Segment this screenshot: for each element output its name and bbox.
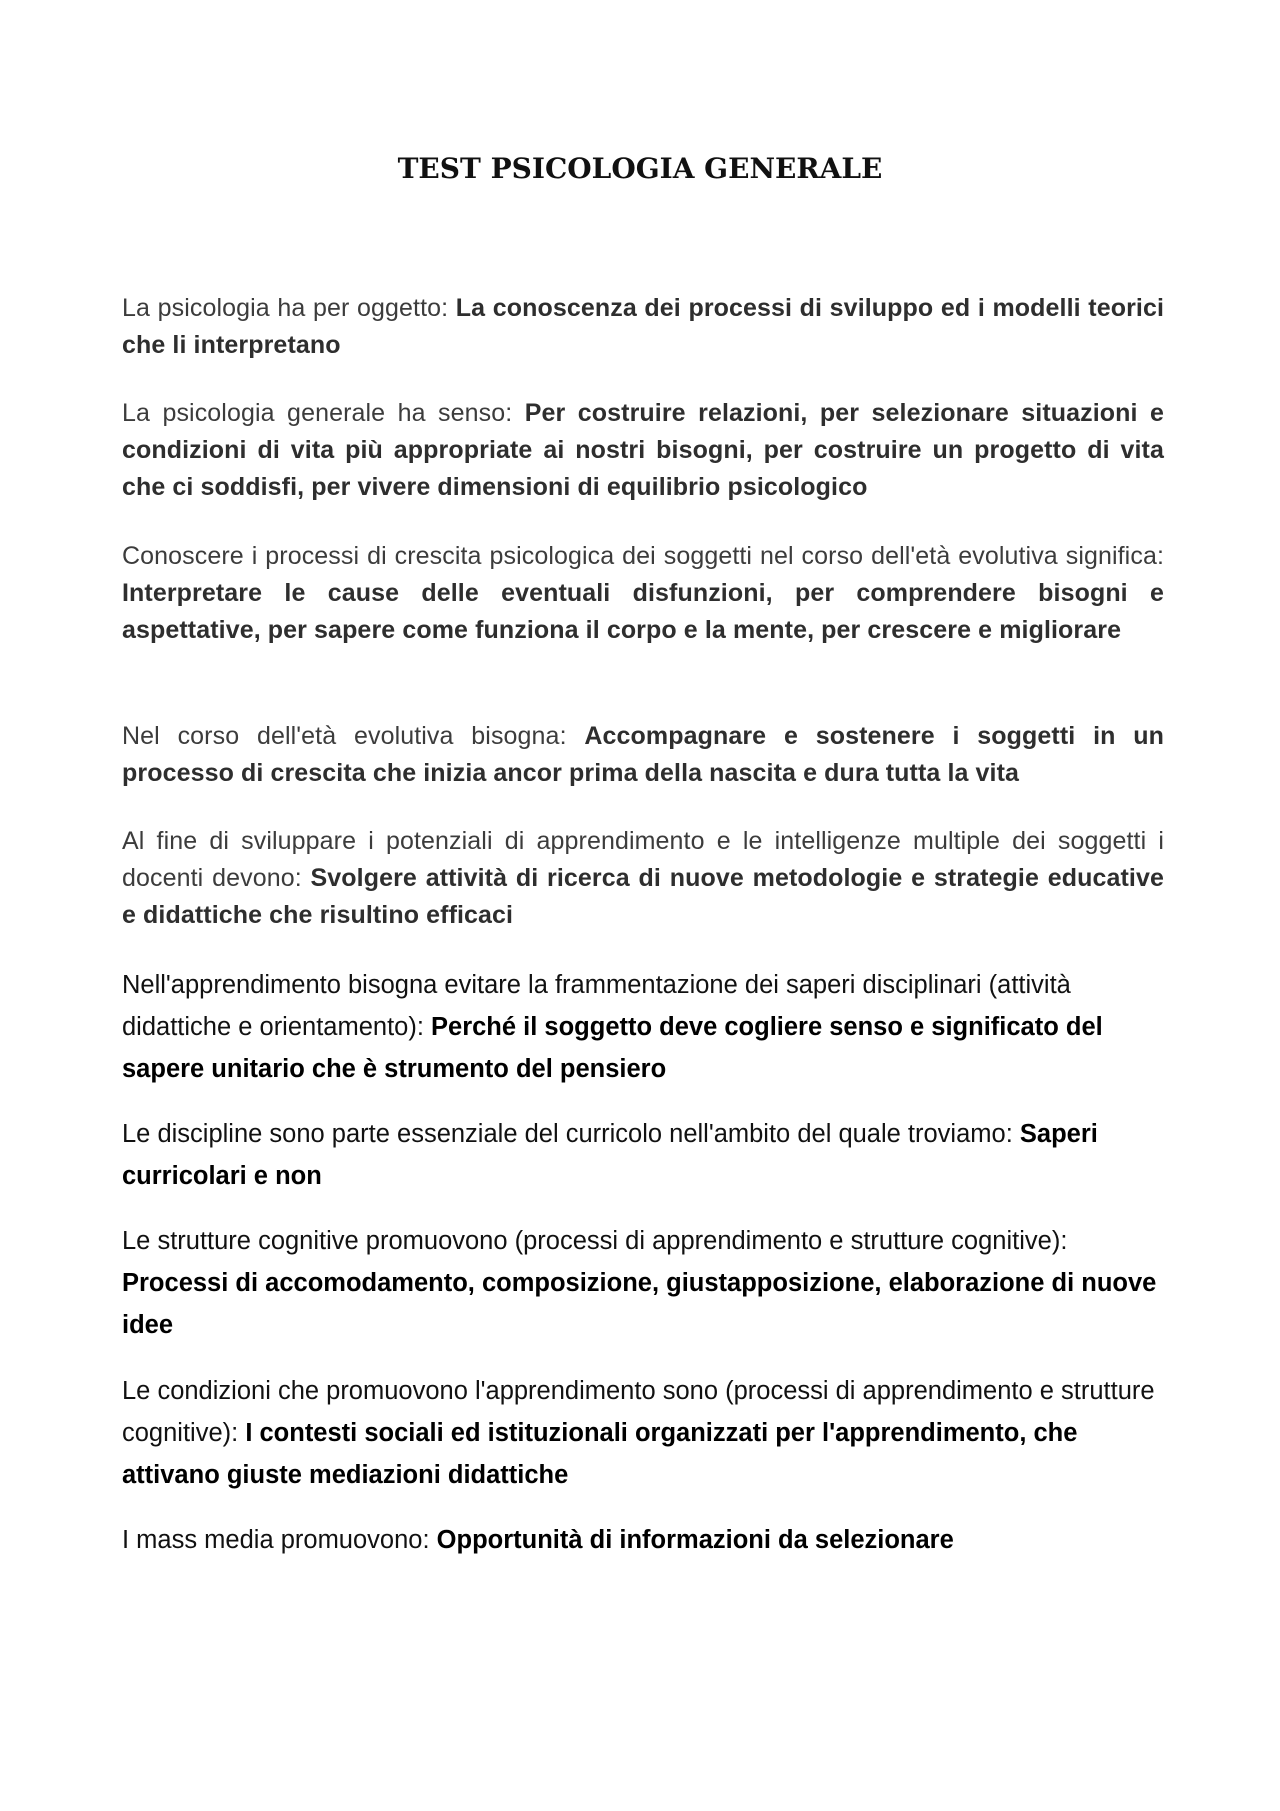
question-text: La psicologia generale ha senso: [122, 399, 525, 427]
question-text: Conoscere i processi di crescita psicologica dei soggetti nel corso dell'età evolutiva significa: [122, 542, 1164, 570]
question-text: Le condizioni che promuovono l'apprendimento sono (processi di apprendimento e strutture cognitive): [122, 1377, 1155, 1447]
question-paragraph [122, 290, 1164, 364]
answer-text: Interpretare le cause delle eventuali disfunzioni, per comprendere bisogni e aspettative, per sapere come funziona il corpo e la mente, per crescere e migliorare [122, 579, 1164, 644]
question-paragraph [122, 823, 1164, 934]
page-title: TEST PSICOLOGIA GENERALE [397, 152, 883, 185]
answer-text: I contesti sociali ed istituzionali organizzati per l'apprendimento, che attivano giuste mediazioni didattiche [122, 1419, 1078, 1489]
answer-text: Opportunità di informazioni da selezionare [436, 1526, 954, 1554]
question-text: I mass media promuovono: [122, 1526, 437, 1554]
question-paragraph [122, 1370, 1164, 1496]
question-text: La psicologia ha per oggetto: [122, 294, 456, 322]
question-paragraph [122, 395, 1164, 506]
question-paragraph [122, 1220, 1164, 1346]
question-paragraph [122, 1113, 1164, 1197]
question-paragraph [122, 1519, 1164, 1561]
answer-text: Perché il soggetto deve cogliere senso e significato del sapere unitario che è strumento del pensiero [122, 1013, 1103, 1083]
answer-text: Processi di accomodamento, composizione, giustapposizione, elaborazione di nuove idee [122, 1269, 1157, 1339]
answer-text: La conoscenza dei processi di sviluppo ed i modelli teorici che li interpretano [122, 294, 1164, 359]
answer-text: Per costruire relazioni, per selezionare situazioni e condizioni di vita più appropriate ai nostri bisogni, per costruire un progetto di vita che ci soddisfi, per vivere dimensioni di equilibrio psicologico [122, 399, 1164, 501]
question-paragraph [122, 538, 1164, 649]
answer-text: Svolgere attività di ricerca di nuove metodologie e strategie educative e didattiche che risultino efficaci [122, 864, 1164, 929]
question-text: Le discipline sono parte essenziale del curricolo nell'ambito del quale troviamo: [122, 1120, 1020, 1148]
answer-text: Saperi curricolari e non [122, 1120, 1098, 1190]
question-text: Al fine di sviluppare i potenziali di apprendimento e le intelligenze multiple dei soggetti i docenti devono: [122, 827, 1164, 892]
question-paragraph [122, 964, 1164, 1090]
question-text: Nel corso dell'età evolutiva bisogna: [122, 722, 585, 750]
question-paragraph [122, 718, 1164, 792]
answer-text: Accompagnare e sostenere i soggetti in un processo di crescita che inizia ancor prima della nascita e dura tutta la vita [122, 722, 1164, 787]
question-text: Le strutture cognitive promuovono (processi di apprendimento e strutture cognitive): [122, 1227, 1068, 1255]
question-text: Nell'apprendimento bisogna evitare la frammentazione dei saperi disciplinari (attività didattiche e orientamento): [122, 971, 1071, 1041]
